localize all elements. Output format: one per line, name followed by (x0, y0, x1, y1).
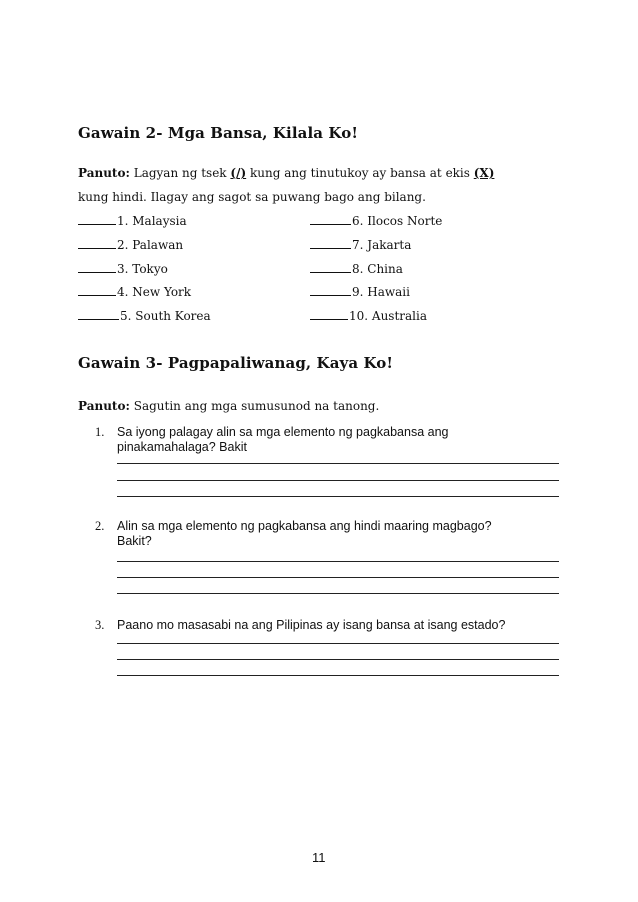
answer-blank[interactable] (310, 284, 351, 296)
gawain2-title: Gawain 2- Mga Bansa, Kilala Ko! (78, 124, 359, 142)
answer-line[interactable] (117, 561, 559, 562)
question-line: Alin sa mga elemento ng pagkabansa ang hindi maaring magbago? (117, 519, 492, 533)
list-item (310, 284, 410, 299)
item-label: 1. Malaysia (117, 214, 187, 228)
question-line: Sa iyong palagay alin sa mga elemento ng pagkabansa ang (117, 425, 449, 439)
answer-blank[interactable] (310, 237, 351, 249)
list-item (310, 213, 442, 228)
answer-blank[interactable] (78, 284, 116, 296)
answer-blank[interactable] (310, 308, 348, 320)
answer-blank[interactable] (78, 308, 119, 320)
cross-symbol: (X) (473, 166, 495, 180)
answer-line[interactable] (117, 577, 559, 578)
answer-line[interactable] (117, 643, 559, 644)
panuto-text: Sagutin ang mga sumusunod na tanong. (129, 399, 380, 413)
gawain2-instructions-line2: kung hindi. Ilagay ang sagot sa puwang bago ang bilang. (78, 190, 426, 204)
question-number: 1. (95, 425, 105, 439)
answer-line[interactable] (117, 480, 559, 481)
question-line: pinakamahalaga? Bakit (117, 440, 247, 454)
answer-line[interactable] (117, 463, 559, 464)
check-symbol: (/) (230, 166, 247, 180)
answer-blank[interactable] (310, 261, 351, 273)
item-label: 4. New York (117, 285, 192, 299)
question-line: Bakit? (117, 534, 152, 548)
question-number: 3. (95, 618, 105, 632)
question-number: 2. (95, 519, 105, 533)
answer-blank[interactable] (78, 213, 116, 225)
list-item (310, 261, 403, 276)
item-label: 8. China (352, 262, 403, 276)
item-label: 3. Tokyo (117, 262, 168, 276)
item-label: 9. Hawaii (352, 285, 410, 299)
answer-line[interactable] (117, 593, 559, 594)
item-label: 7. Jakarta (352, 238, 412, 252)
question-1-text (117, 425, 449, 455)
list-item (310, 308, 427, 323)
answer-line[interactable] (117, 675, 559, 676)
item-label: 5. South Korea (120, 309, 211, 323)
panuto-text-1: Lagyan ng tsek (129, 166, 231, 180)
question-2-text (117, 519, 492, 549)
list-item (78, 308, 211, 323)
gawain3-title: Gawain 3- Pagpapaliwanag, Kaya Ko! (78, 354, 394, 372)
gawain3-instructions (78, 399, 379, 413)
answer-line[interactable] (117, 496, 559, 497)
panuto-text-2: kung ang tinutukoy ay bansa at ekis (246, 166, 474, 180)
page-number: 11 (312, 850, 326, 865)
item-label: 2. Palawan (117, 238, 184, 252)
list-item (78, 261, 168, 276)
gawain2-instructions-line1 (78, 166, 494, 180)
list-item (78, 284, 191, 299)
answer-blank[interactable] (78, 237, 116, 249)
answer-line[interactable] (117, 659, 559, 660)
answer-blank[interactable] (310, 213, 351, 225)
panuto-label: Panuto: (78, 166, 130, 180)
question-3-text: Paano mo masasabi na ang Pilipinas ay isang bansa at isang estado? (117, 618, 506, 632)
list-item (78, 213, 187, 228)
item-label: 6. Ilocos Norte (352, 214, 443, 228)
panuto-label: Panuto: (78, 399, 130, 413)
list-item (310, 237, 411, 252)
list-item (78, 237, 183, 252)
answer-blank[interactable] (78, 261, 116, 273)
item-label: 10. Australia (349, 309, 427, 323)
